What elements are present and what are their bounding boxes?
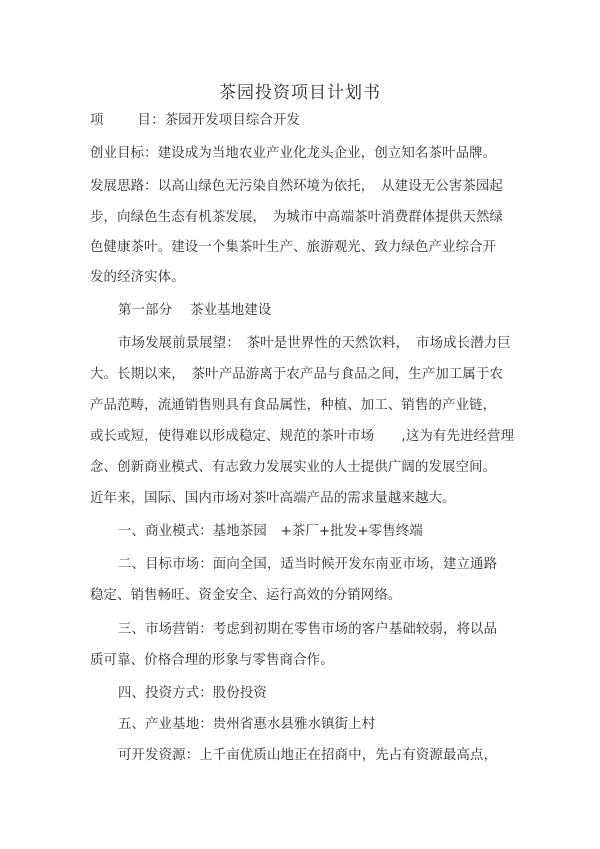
goal-paragraph: 创业目标：建设成为当地农业产业化龙头企业，创立知名茶叶品牌。 (90, 146, 497, 161)
item-investment-method: 四、投资方式：股份投资 (118, 686, 267, 701)
idea-line-1: 发展思路：以高山绿色无污染自然环境为依托， 从建设无公害茶园起 (90, 179, 504, 194)
market-line-6: 近年来，国际、国内市场对茶叶高端产品的需求量越来越大。 (90, 491, 456, 506)
project-label: 项 (90, 113, 104, 128)
idea-line-3: 色健康茶叶。建设一个集茶叶生产、旅游观光、致力绿色产业综合开 (90, 240, 497, 255)
market-line-2: 大。长期以来， 茶叶产品游离于农产品与食品之间，生产加工属于农 (90, 367, 504, 382)
market-line-1: 市场发展前景展望： 茶叶是世界性的天然饮料， 市场成长潜力巨 (118, 336, 511, 351)
document-title: 茶园投资项目计划书 (219, 83, 381, 103)
market-line-3: 产品范畴，流通销售则具有食品属性，种植、加工、销售的产业链， (90, 398, 497, 413)
section-number: 第一部分 (118, 303, 173, 318)
item-marketing-line-2: 质可靠、价格合理的形象与零售商合作。 (90, 653, 334, 668)
project-name: 目：茶园开发项目综合开发 (137, 113, 301, 128)
item-industrial-base: 五、产业基地：贵州省惠水县雅水镇街上村 (118, 717, 376, 732)
idea-line-4: 发的经济实体。 (90, 270, 185, 285)
item-target-market-line-2: 稳定、销售畅旺、资金安全、运行高效的分销网络。 (90, 588, 402, 603)
section-title: 茶业基地建设 (190, 303, 272, 318)
market-line-5: 念、创新商业模式、有志致力发展实业的人士提供广阔的发展空间。 (90, 460, 497, 475)
item-target-market-line-1: 二、目标市场：面向全国，适当时候开发东南亚市场，建立通路 (118, 557, 498, 572)
item-marketing-line-1: 三、市场营销：考虑到初期在零售市场的客户基础较弱，将以品 (118, 622, 498, 637)
idea-line-2: 步，向绿色生态有机茶发展， 为城市中高端茶叶消费群体提供天然绿 (90, 210, 504, 225)
resource-line: 可开发资源：上千亩优质山地正在招商中，先占有资源最高点， (118, 748, 498, 763)
project-line (90, 112, 300, 130)
item-business-model: 一、商业模式：基地茶园 +茶厂+批发+零售终端 (118, 524, 423, 539)
market-line-4: 或长或短，使得难以形成稳定、规范的茶叶市场 ,这为有先进经营理 (90, 429, 515, 444)
section-heading (118, 302, 271, 320)
